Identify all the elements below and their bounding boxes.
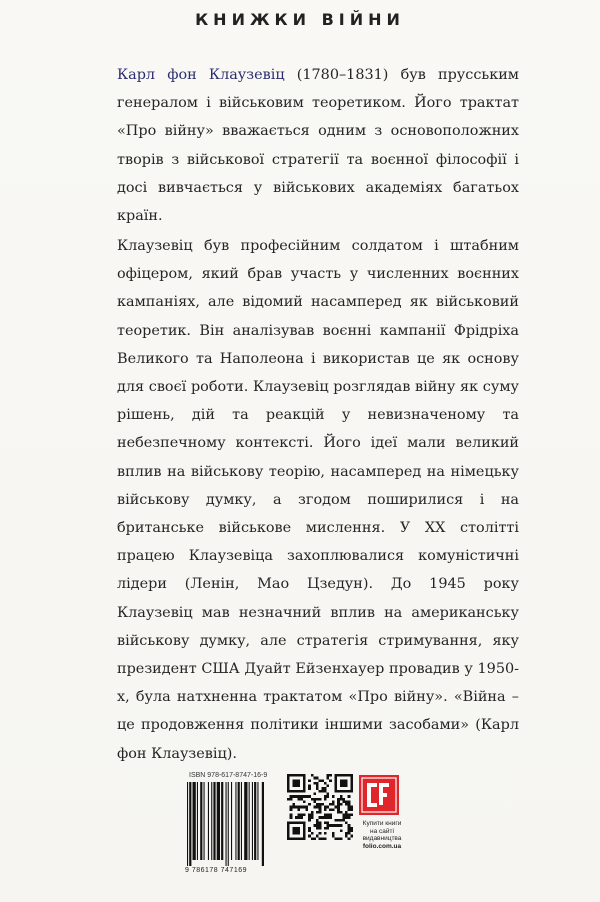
- buy-line-3: видавництва: [362, 835, 402, 843]
- qr-code-icon: [287, 774, 353, 840]
- barcode-block: [183, 774, 280, 877]
- buy-line-2: на сайті: [370, 827, 394, 835]
- paragraph-intro: [117, 61, 519, 230]
- author-name: Карл фон Клаузевіц: [117, 67, 285, 83]
- buy-line-1: Купити книги: [362, 820, 402, 827]
- series-title: КНИЖКИ ВІЙНИ: [195, 10, 405, 29]
- barcode-icon: [183, 782, 280, 867]
- buy-online-note: [354, 820, 410, 850]
- publisher-site-link[interactable]: folio.com.ua: [362, 842, 402, 850]
- paragraph-main: Клаузевіц був професійним солдатом і штабним офіцером, який брав участь у численних воєнних кампаніях, але відомий насамперед як військовий теоретик. Він аналізував воєнні кампанії Фрідріха Великого та Наполеона і використав це як основу для своєї роботи. Клаузевіц розглядав війну як суму рішень, дій та реакцій у невизначеному та небезпечному контексті. Його ідеї мали великий вплив на військову теорію, насамперед на німецьку військову думку, а згодом поширилися і на британське військове мислення. У XX столітті працею Клаузевіца захоплювалися комуністичні лідери (Ленін, Мао Цзедун). До 1945 року Клаузевіц мав незначний вплив на американську військову думку, але стратегія стримування, яку президент США Дуайт Ейзенхауер провадив у 1950-х, була натхненна трактатом «Про війну». «Війна – це продовження політики іншими засобами» (Карл фон Клаузевіц).: [117, 238, 519, 762]
- folio-cf-logo-icon: [359, 775, 399, 815]
- paragraph-intro-text: (1780–1831) був прусським генералом і військовим теоретиком. Його трактат «Про війну» вважається одним з основоположних творів з військової стратегії та воєнної філософії і досі вивчається у військових академіях багатьох країн.: [117, 67, 519, 225]
- barcode-number: 9 786178 747169: [185, 867, 247, 874]
- isbn-label: ISBN 978-617-8747-16-9: [189, 772, 268, 779]
